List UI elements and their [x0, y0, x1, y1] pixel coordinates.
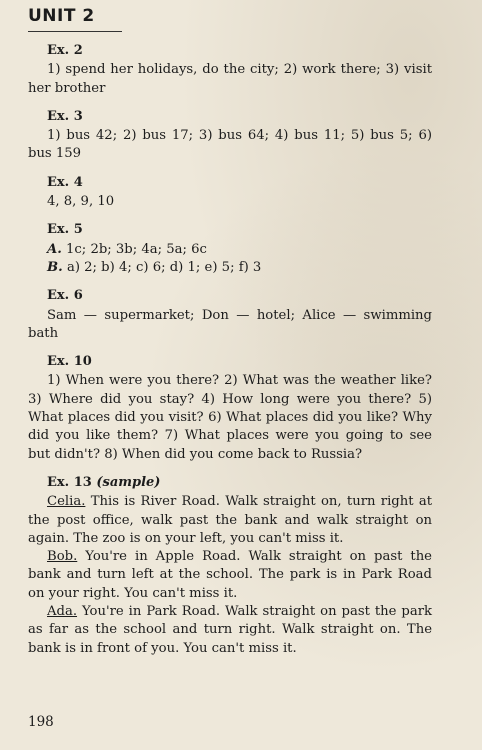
row-letter: B. — [47, 259, 63, 275]
exercise-13 — [28, 474, 432, 658]
exercise-heading-note: (sample) — [96, 474, 161, 490]
exercise-heading-label: Ex. 13 — [47, 474, 92, 490]
exercise-10 — [28, 353, 432, 464]
exercise-6 — [28, 287, 432, 343]
speaker-name: Celia. — [47, 494, 86, 510]
exercise-answer: 4, 8, 9, 10 — [47, 194, 115, 210]
speaker-name: Ada. — [47, 604, 78, 620]
speaker-text: You're in Apple Road. Walk straight on past the bank and turn left at the school. The park is in Park Road on your right. You can't miss it. — [28, 549, 432, 601]
row-letter: A. — [47, 241, 62, 257]
exercise-answer: Sam — supermarket; Don — hotel; Alice — swimming bath — [28, 307, 432, 341]
speaker-text: This is River Road. Walk straight on, turn right at the post office, walk past the bank and walk straight on again. The zoo is on your left, you can't miss it. — [28, 494, 432, 546]
exercise-answer-row-b — [28, 259, 432, 277]
unit-title-underline — [28, 31, 122, 32]
exercise-answer: 1) bus 42; 2) bus 17; 3) bus 64; 4) bus 11; 5) bus 5; 6) bus 159 — [28, 128, 432, 162]
exercise-2 — [28, 42, 432, 98]
exercise-5 — [28, 221, 432, 277]
exercise-answer: 1) When were you there? 2) What was the weather like? 3) Where did you stay? 4) How long were you there? 5) What places did you visit? 6) What places did you like? Why did you like them? 7) What places were you going to see but didn't? 8) When did you come back to Russia? — [28, 373, 432, 462]
exercise-heading: Ex. 2 — [47, 43, 83, 58]
exercise-heading: Ex. 3 — [47, 108, 83, 124]
exercise-answer-row-a — [28, 241, 432, 259]
exercise-heading: Ex. 10 — [47, 354, 92, 370]
page-number: 198 — [28, 714, 54, 730]
dialogue-celia — [28, 493, 432, 548]
exercise-heading: Ex. 5 — [47, 222, 83, 238]
speaker-text: You're in Park Road. Walk straight on past the park as far as the school and turn right. Walk straight on. The bank is in front of you. You can't miss it. — [28, 604, 432, 656]
exercise-heading — [28, 474, 432, 492]
exercise-3 — [28, 108, 432, 164]
dialogue-bob — [28, 548, 432, 603]
exercise-answer: 1) spend her holidays, do the city; 2) work there; 3) visit her brother — [28, 62, 432, 96]
row-answers: a) 2; b) 4; c) 6; d) 1; e) 5; f) 3 — [66, 259, 262, 275]
dialogue-ada — [28, 603, 432, 658]
answer-key-content — [28, 40, 432, 658]
exercise-heading: Ex. 4 — [47, 174, 83, 190]
exercise-heading: Ex. 6 — [47, 288, 83, 304]
exercise-4 — [28, 174, 432, 212]
speaker-name: Bob. — [47, 549, 78, 565]
unit-title: UNIT 2 — [28, 6, 95, 26]
row-answers: 1c; 2b; 3b; 4a; 5a; 6c — [66, 241, 207, 257]
